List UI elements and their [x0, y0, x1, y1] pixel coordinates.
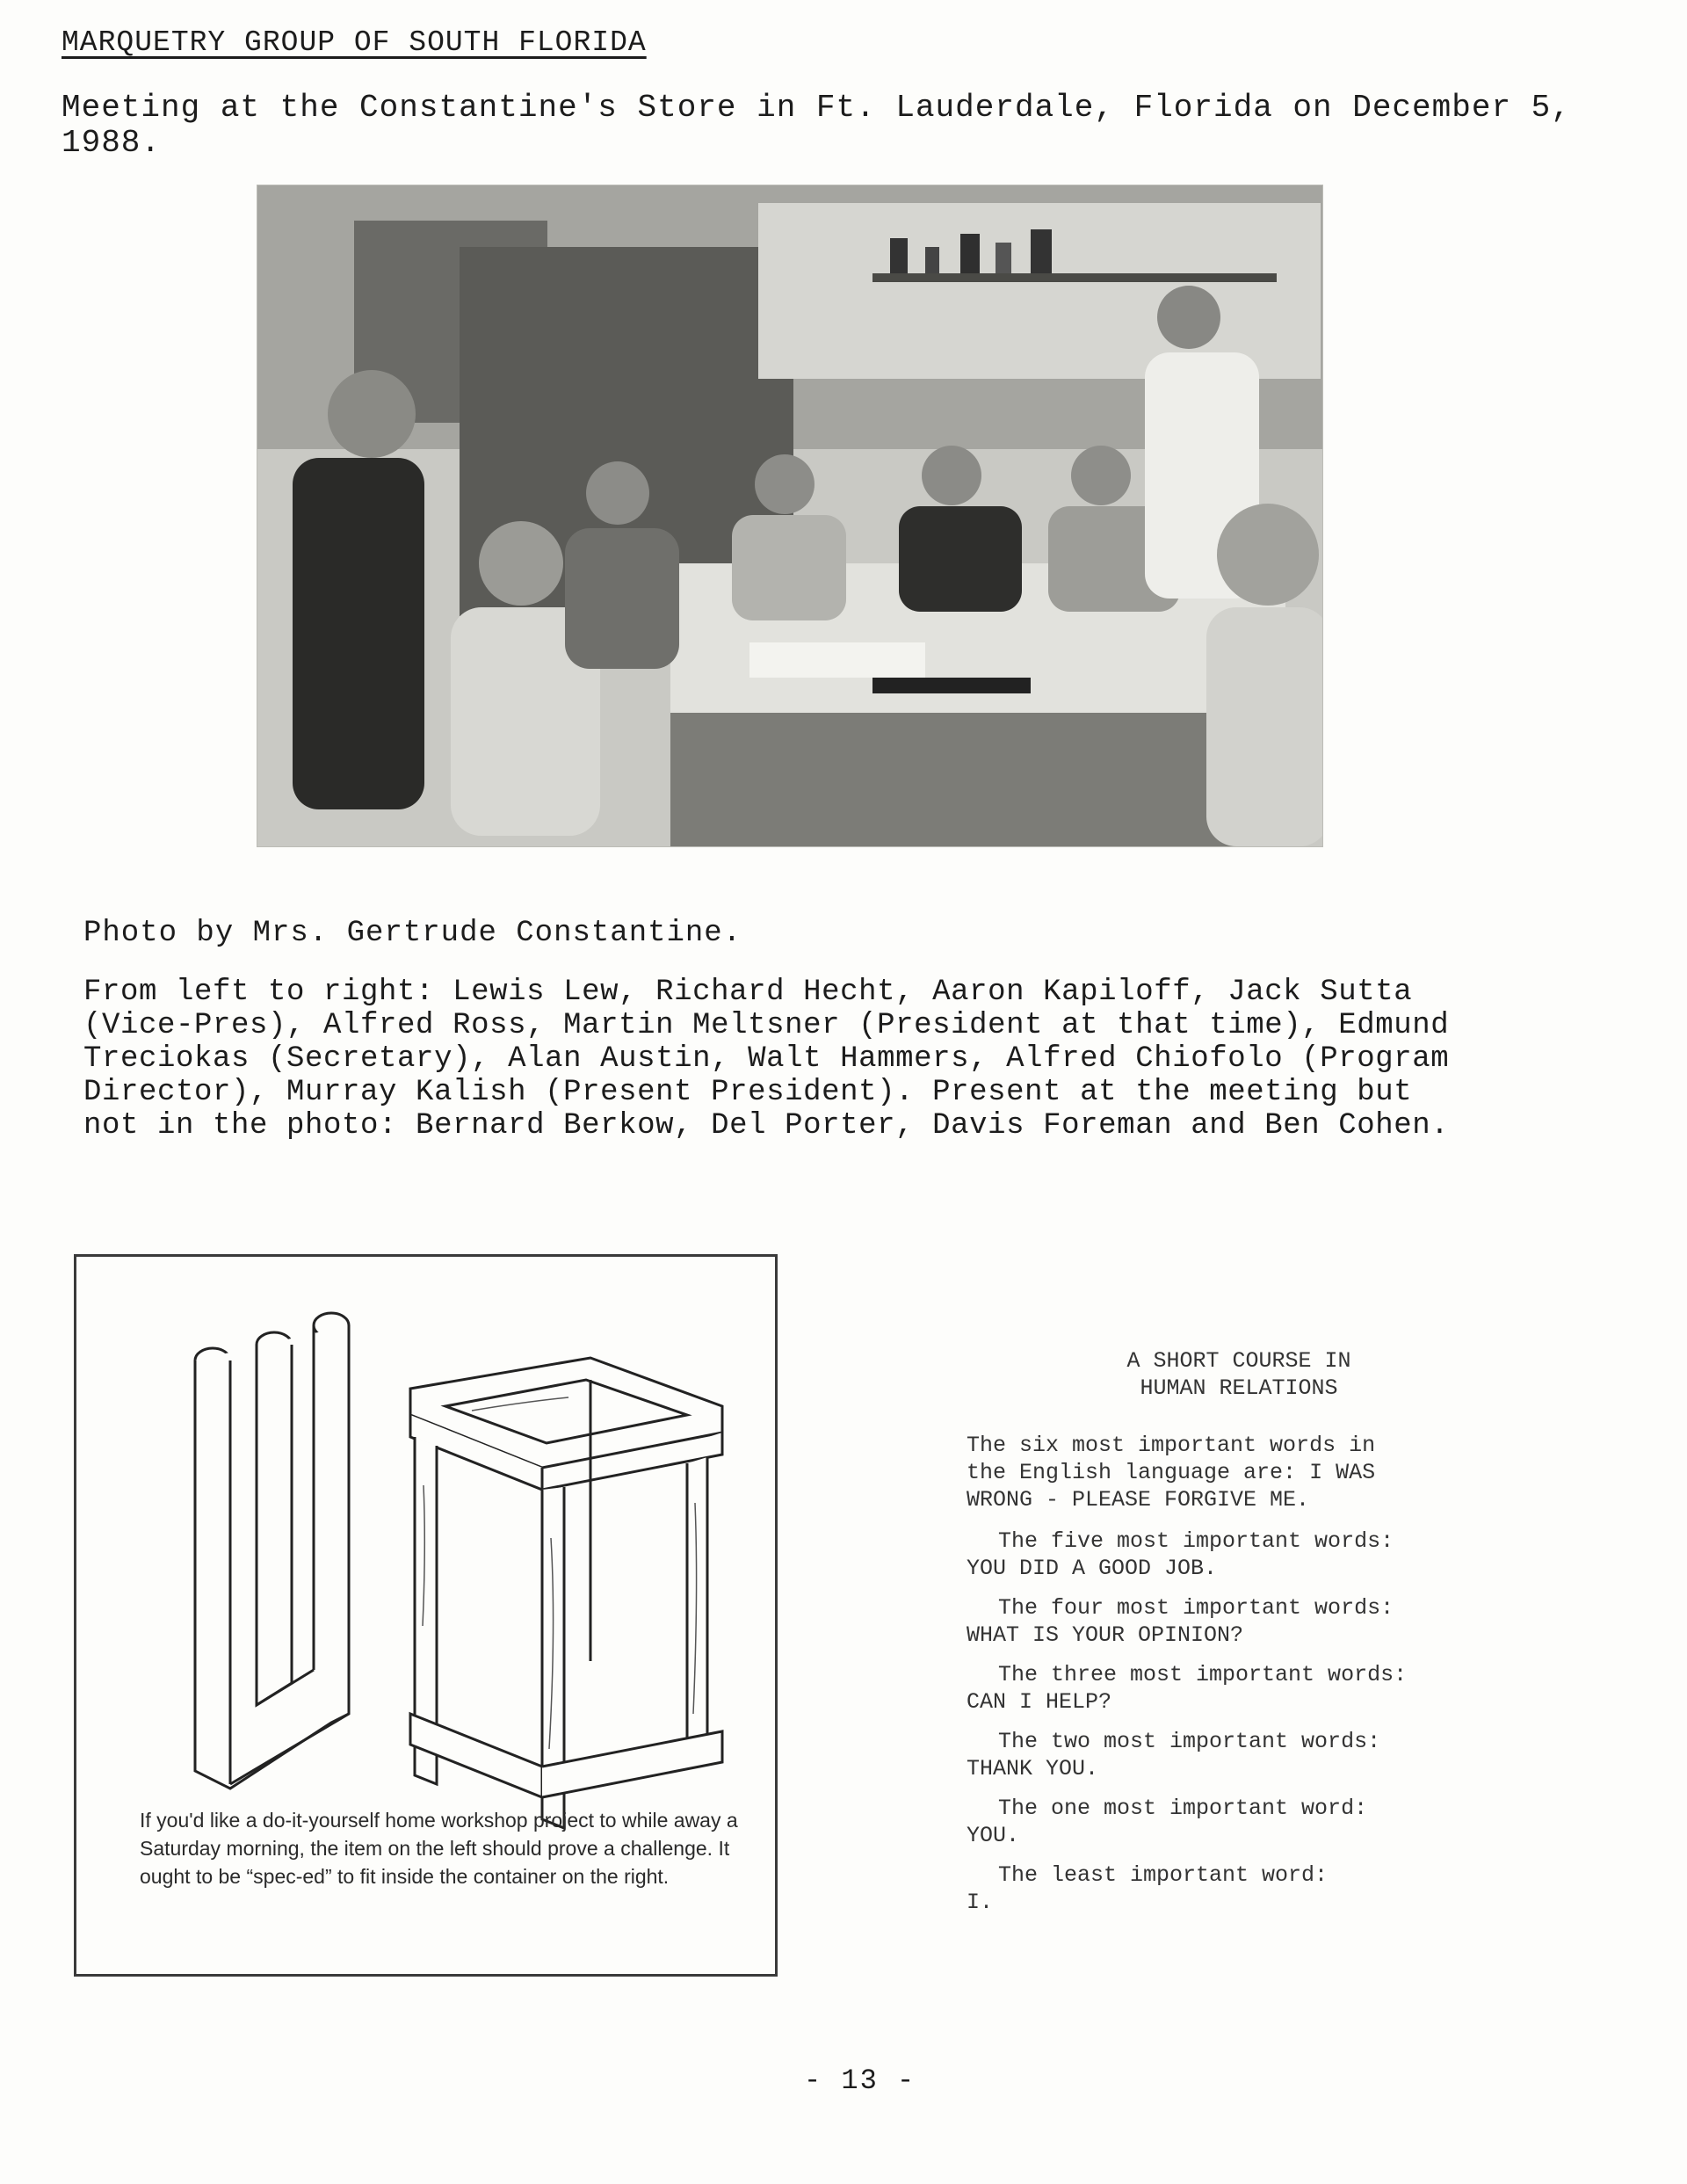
course-item: The five most important words: YOU DID A GOOD JOB. [967, 1528, 1394, 1581]
course-title: A SHORT COURSE IN HUMAN RELATIONS [1126, 1348, 1351, 1401]
photo-credit: Photo by Mrs. Gertrude Constantine. [83, 917, 742, 950]
photo-caption: From left to right: Lewis Lew, Richard Hecht, Aaron Kapiloff, Jack Sutta (Vice-Pres), Alfred Ross, Martin Meltsner (President at that time), Edmund Treciokas (Secretary), Alan Austin, Walt Hammers, Alfred Chiofolo (Program Director), Murray Kalish (Present President). Present at the meeting but not in the photo: Bernard Berkow, Del Porter, Davis Foreman and Ben Cohen. [83, 976, 1450, 1143]
course-item: The four most important words: WHAT IS YOUR OPINION? [967, 1595, 1394, 1648]
meeting-photo [257, 185, 1323, 847]
course-item: The one most important word: YOU. [967, 1796, 1368, 1848]
puzzle-description: If you'd like a do-it-yourself home workshop project to while away a Saturday morning, the item on the left should prove a challenge. It ought to be “spec-ed” to fit inside the container on the right. [140, 1809, 738, 1888]
course-item: The three most important words: CAN I HELP? [967, 1662, 1408, 1715]
course-item: The six most important words in the English language are: I WAS WRONG - PLEASE FORGIVE ME. [967, 1433, 1376, 1513]
page-title: MARQUETRY GROUP OF SOUTH FLORIDA [62, 26, 647, 59]
meeting-intro: Meeting at the Constantine's Store in Ft. Lauderdale, Florida on December 5, 1988. [62, 90, 1571, 161]
puzzle-box [74, 1254, 778, 1977]
course-item: The two most important words: THANK YOU. [967, 1729, 1381, 1781]
page-number: - 13 - [804, 2064, 916, 2097]
course-item: The least important word: I. [967, 1862, 1329, 1915]
human-relations-course [967, 1347, 1511, 1928]
meeting-photo-illustration [257, 185, 1322, 846]
